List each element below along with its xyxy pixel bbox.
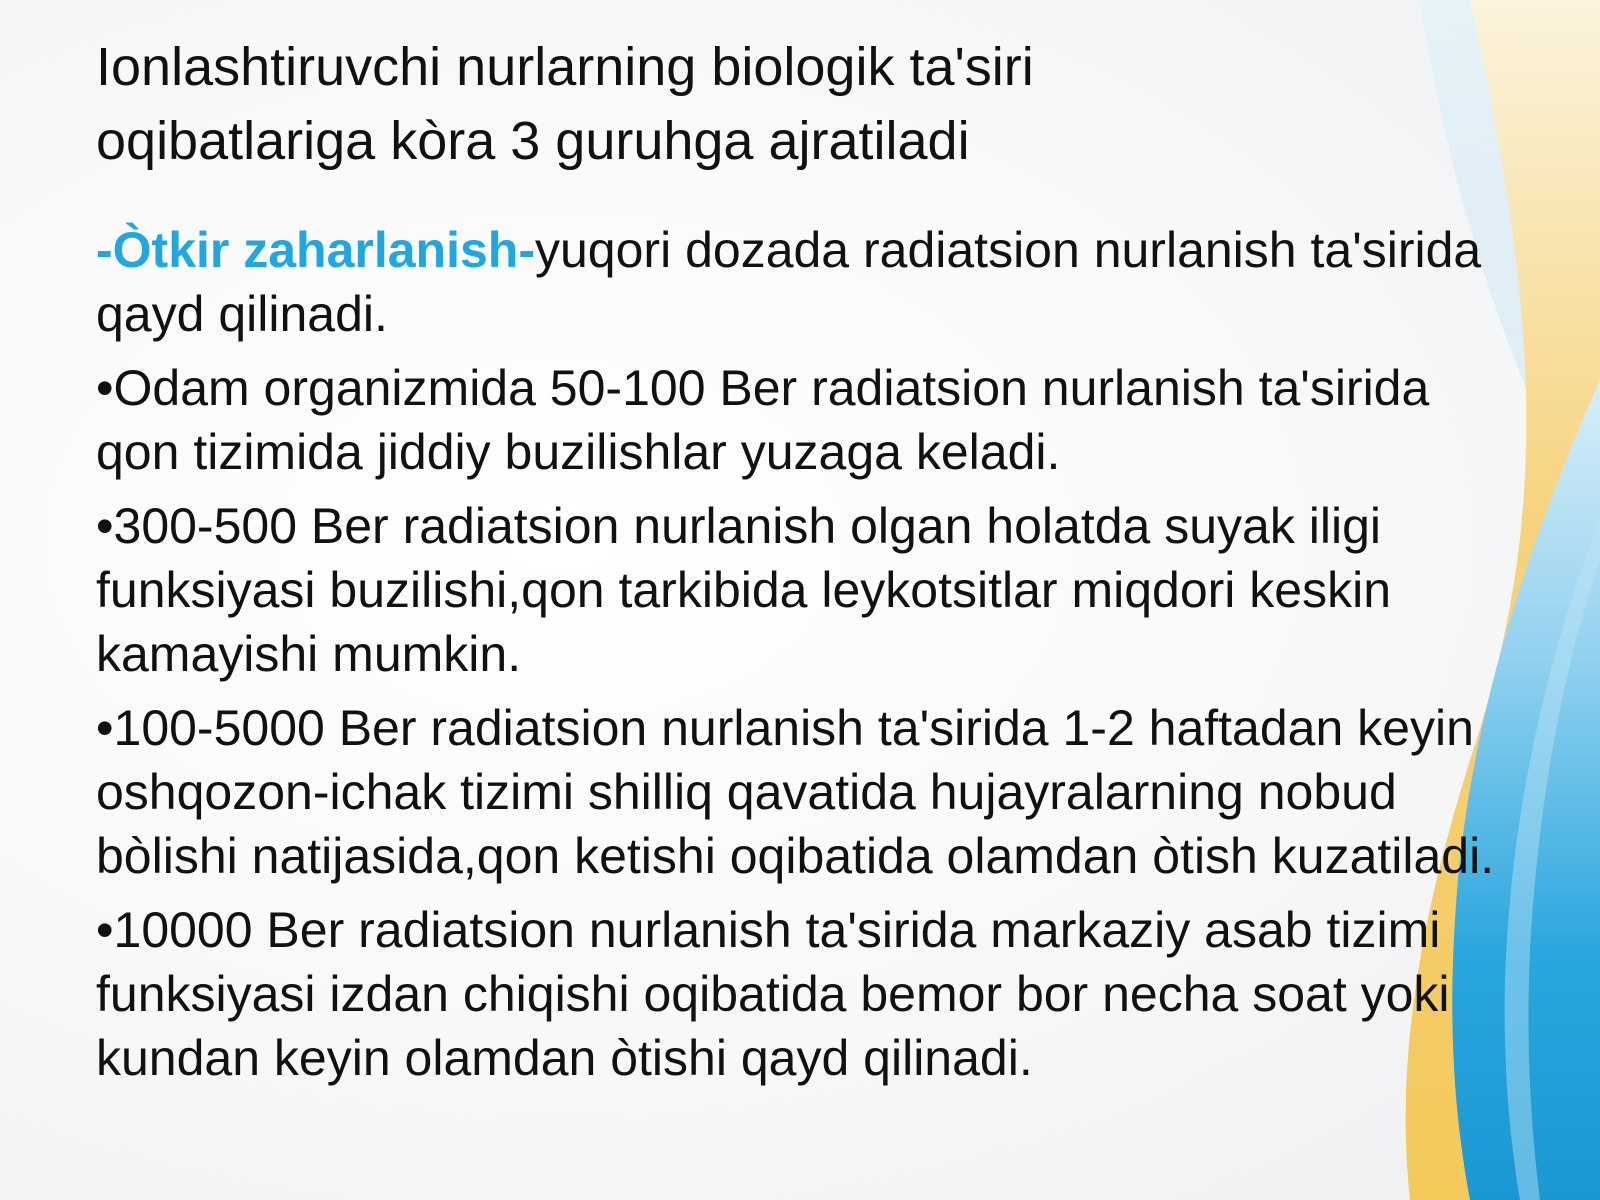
title-line-2: oqibatlariga kòra 3 guruhga ajratiladi [96, 111, 970, 171]
slide-content [96, 30, 1516, 1090]
title-line-1: Ionlashtiruvchi nurlarning biologik ta'siri [96, 37, 1034, 97]
bullet-item-4: •10000 Ber radiatsion nurlanish ta'sirida markaziy asab tizimi funksiyasi izdan chiqishi oqibatida bemor bor necha soat yoki kundan keyin olamdan òtishi qayd qilinadi. [96, 902, 1450, 1086]
intro-paragraph [96, 218, 1516, 346]
bullet-item-3: •100-5000 Ber radiatsion nurlanish ta'sirida 1-2 haftadan keyin oshqozon-ichak tizimi shilliq qavatida hujayralarning nobud bòlishi natijasida,qon ketishi oqibatida olamdan òtish kuzatiladi. [96, 700, 1495, 884]
bullet-item-2: •300-500 Ber radiatsion nurlanish olgan holatda suyak iligi funksiyasi buzilishi,qon tarkibida leykotsitlar miqdori keskin kamayishi mumkin. [96, 498, 1391, 682]
highlighted-term: -Òtkir zaharlanish- [96, 222, 535, 278]
intro-text: yuqori dozada radiatsion nurlanish ta'sirida qayd qilinadi. [96, 222, 1482, 342]
bullet-item-1: •Odam organizmida 50-100 Ber radiatsion nurlanish ta'sirida qon tizimida jiddiy buzilishlar yuzaga keladi. [96, 360, 1430, 480]
slide-title [96, 30, 1296, 178]
